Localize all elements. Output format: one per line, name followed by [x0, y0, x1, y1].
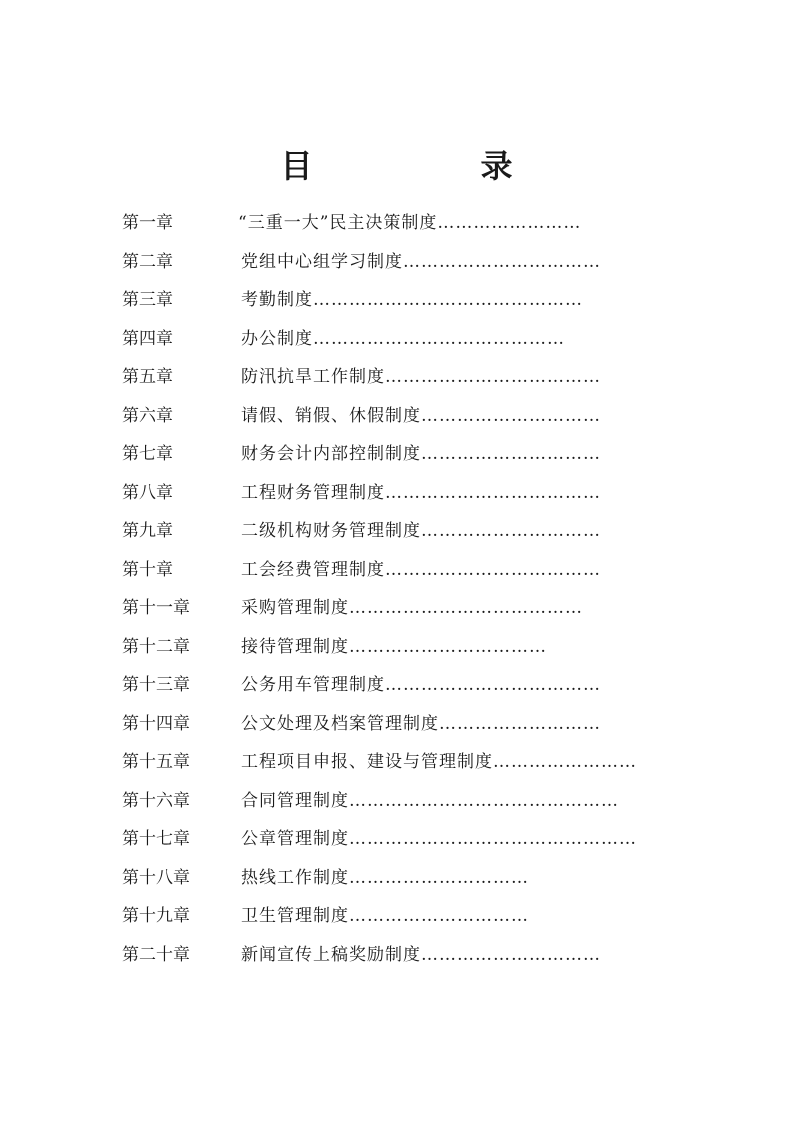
toc-chapter-number: 第二章: [122, 251, 173, 272]
toc-chapter-number: 第五章: [122, 367, 173, 387]
toc-entry[interactable]: [0, 820, 793, 859]
toc-chapter-title: 合同管理制度………………………………………: [241, 790, 619, 811]
toc-chapter-number: 第十三章: [122, 675, 190, 695]
toc-entry[interactable]: [0, 897, 793, 936]
toc-chapter-title: 工会经费管理制度………………………………: [241, 559, 601, 580]
toc-entry[interactable]: [0, 204, 793, 243]
toc-chapter-title: 公章管理制度…………………………………………: [241, 829, 637, 849]
toc-chapter-title: 请假、销假、休假制度…………………………: [241, 405, 601, 426]
toc-chapter-number: 第十五章: [122, 752, 190, 772]
toc-chapter-title: 卫生管理制度…………………………: [241, 906, 529, 926]
page-title: 目 录: [280, 147, 581, 185]
toc-chapter-number: 第二十章: [122, 944, 190, 965]
toc-chapter-title: 防汛抗旱工作制度………………………………: [241, 367, 601, 387]
toc-chapter-number: 第八章: [122, 482, 173, 503]
toc-entry[interactable]: [0, 705, 793, 744]
toc-chapter-title: 二级机构财务管理制度…………………………: [241, 521, 601, 541]
toc-entry[interactable]: [0, 320, 793, 359]
toc-chapter-title: 办公制度……………………………………: [241, 328, 565, 349]
toc-chapter-number: 第十六章: [122, 790, 190, 811]
toc-entry[interactable]: [0, 358, 793, 397]
toc-entry[interactable]: [0, 435, 793, 474]
toc-chapter-number: 第十二章: [122, 636, 190, 657]
toc-chapter-title: “三重一大”民主决策制度……………………: [238, 213, 582, 233]
toc-chapter-title: 热线工作制度…………………………: [241, 867, 529, 888]
toc-chapter-title: 工程项目申报、建设与管理制度……………………: [241, 752, 637, 772]
toc-entry[interactable]: [0, 936, 793, 975]
toc-entry[interactable]: [0, 628, 793, 667]
toc-entry[interactable]: [0, 551, 793, 590]
toc-chapter-number: 第四章: [122, 328, 173, 349]
toc-chapter-title: 工程财务管理制度………………………………: [241, 482, 601, 503]
toc-chapter-number: 第九章: [122, 521, 173, 541]
toc-chapter-number: 第十章: [122, 559, 173, 580]
toc-chapter-title: 财务会计内部控制制度…………………………: [241, 444, 601, 464]
toc-chapter-title: 党组中心组学习制度……………………………: [241, 251, 601, 272]
toc-chapter-number: 第一章: [122, 213, 173, 233]
toc-chapter-title: 公务用车管理制度………………………………: [241, 675, 601, 695]
toc-entry[interactable]: [0, 589, 793, 628]
toc-chapter-number: 第十七章: [122, 829, 190, 849]
toc-chapter-title: 采购管理制度…………………………………: [241, 598, 583, 618]
toc-entry[interactable]: [0, 474, 793, 513]
toc-chapter-number: 第三章: [122, 290, 173, 310]
toc-entry[interactable]: [0, 859, 793, 898]
table-of-contents: [0, 204, 793, 974]
toc-chapter-title: 新闻宣传上稿奖励制度…………………………: [241, 944, 601, 965]
toc-entry[interactable]: [0, 743, 793, 782]
toc-chapter-number: 第十一章: [122, 598, 190, 618]
toc-entry[interactable]: [0, 243, 793, 282]
toc-chapter-number: 第七章: [122, 444, 173, 464]
toc-chapter-number: 第十九章: [122, 906, 190, 926]
toc-chapter-title: 考勤制度………………………………………: [241, 290, 583, 310]
toc-chapter-title: 接待管理制度……………………………: [241, 636, 547, 657]
toc-entry[interactable]: [0, 512, 793, 551]
toc-chapter-number: 第十八章: [122, 867, 190, 888]
toc-chapter-title: 公文处理及档案管理制度………………………: [241, 713, 601, 734]
toc-entry[interactable]: [0, 397, 793, 436]
toc-chapter-number: 第六章: [122, 405, 173, 426]
toc-entry[interactable]: [0, 666, 793, 705]
toc-chapter-number: 第十四章: [122, 713, 190, 734]
toc-entry[interactable]: [0, 281, 793, 320]
toc-entry[interactable]: [0, 782, 793, 821]
